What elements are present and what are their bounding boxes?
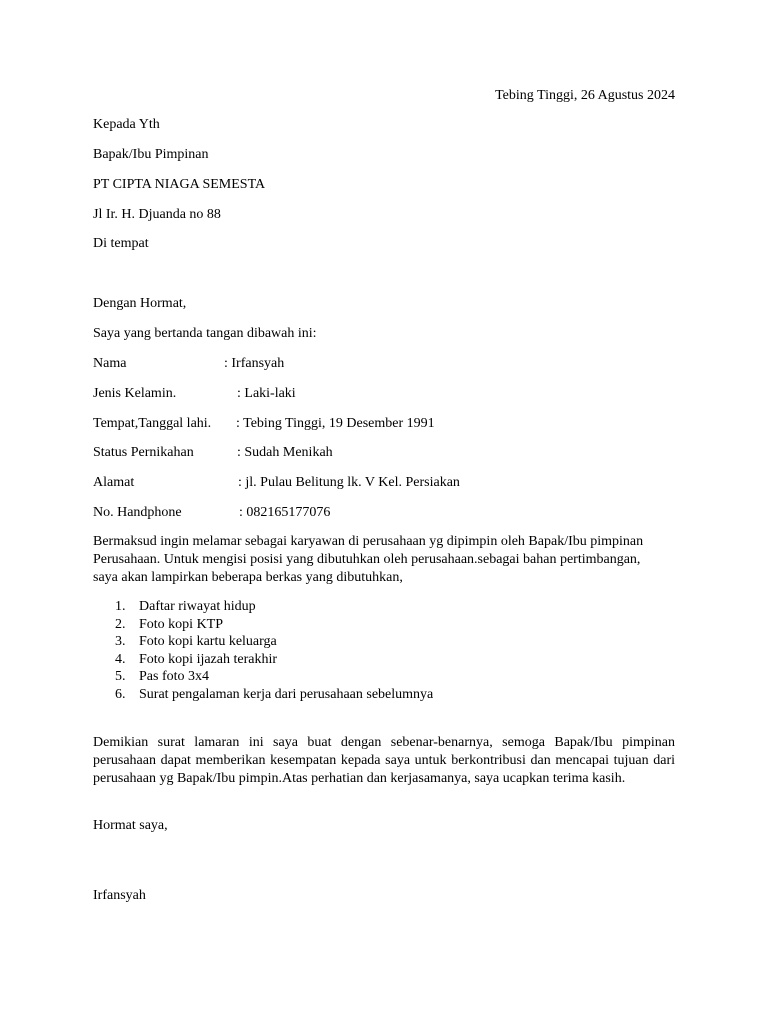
field-value: : Laki-laki [237,386,296,401]
field-row-jenis-kelamin [93,385,693,402]
closing-line: perusahaan yg Bapak/Ibu pimpin.Atas perhatian dan kerjasamanya, saya ucapkan terima kasih. [93,771,626,786]
salutation: Dengan Hormat, [93,296,187,311]
field-value: : Irfansyah [224,356,285,371]
field-label: Alamat [93,475,135,490]
recipient-greeting: Kepada Yth [93,117,160,132]
field-value: : Tebing Tinggi, 19 Desember 1991 [236,416,435,431]
purpose-line: saya akan lampirkan beberapa berkas yang dibutuhkan, [93,570,403,585]
purpose-paragraph [93,533,675,587]
closing-line: perusahaan dapat memberikan kesempatan kepada saya untuk berkontribusi dan mencapai tujuan dari [93,753,675,768]
field-row-tempat-tanggal-lahir [93,415,693,432]
field-label: No. Handphone [93,505,182,520]
intro-line: Saya yang bertanda tangan dibawah ini: [93,326,317,341]
sign-off: Hormat saya, [93,818,168,833]
field-label: Status Pernikahan [93,445,194,460]
field-value: : Sudah Menikah [237,445,333,460]
letter-date: Tebing Tinggi, 26 Agustus 2024 [495,88,675,103]
letter-page: Tebing Tinggi, 26 Agustus 2024 Kepada Yth Bapak/Ibu Pimpinan PT CIPTA NIAGA SEMESTA Jl Ir. H. Djuanda no 88 Di tempat Dengan Hormat, Saya yang bertanda tangan dibawah ini: Nama : Irfansyah Jenis Kelamin. : Laki-laki Tempat,Tanggal lahi. : Tebing Tinggi, 19 Desember 1991 Status Pernikahan : Sudah Menikah Alamat : jl. Pulau Belitung lk. V Kel. Persiakan No. Handphone : 082165177076 Bermaksud ingin melamar sebagai karyawan di perusahaan yg dipimpin oleh Bapak/Ibu pimpinan Perusahaan. Untuk mengisi posisi yang dibutuhkan oleh perusahaan.sebagai bahan pertimbangan, saya akan lampirkan beberapa berkas yang dibutuhkan, 1. Daftar riwayat hidup 2. Foto kopi KTP 3. Foto kopi kartu keluarga 4. Foto kopi ijazah terakhir 5. Pas foto 3x4 6. Surat pengalaman kerja dari perusahaan sebelumnya Demikian surat lamaran ini saya buat dengan sebenar-benarnya, semoga Bapak/Ibu pimpinan perusahaan dapat memberikan kesempatan kepada saya untuk berkontribusi dan mencapai tujuan dari perusahaan yg Bapak/Ibu pimpin.Atas perhatian dan kerjasamanya, saya ucapkan terima kasih. Hormat saya, Irfansyah [0,0,768,1024]
field-label: Jenis Kelamin. [93,386,177,401]
recipient-title: Bapak/Ibu Pimpinan [93,147,209,162]
recipient-company: PT CIPTA NIAGA SEMESTA [93,177,266,192]
field-label: Nama [93,356,127,371]
closing-line: Demikian surat lamaran ini saya buat dengan sebenar-benarnya, semoga Bapak/Ibu pimpinan [93,735,675,750]
field-value: : 082165177076 [239,505,331,520]
recipient-address: Jl Ir. H. Djuanda no 88 [93,207,221,222]
signer-name: Irfansyah [93,888,146,903]
field-row-handphone [93,504,693,521]
purpose-line: Perusahaan. Untuk mengisi posisi yang dibutuhkan oleh perusahaan.sebagai bahan pertimbangan, [93,552,641,567]
field-row-alamat [93,474,693,491]
closing-paragraph [93,734,675,788]
field-label: Tempat,Tanggal lahi. [93,416,212,431]
field-row-status-pernikahan [93,444,693,461]
field-value: : jl. Pulau Belitung lk. V Kel. Persiakan [238,475,460,490]
recipient-place: Di tempat [93,236,149,251]
field-row-nama [93,355,693,372]
purpose-line: Bermaksud ingin melamar sebagai karyawan di perusahaan yg dipimpin oleh Bapak/Ibu pimpinan [93,534,644,549]
